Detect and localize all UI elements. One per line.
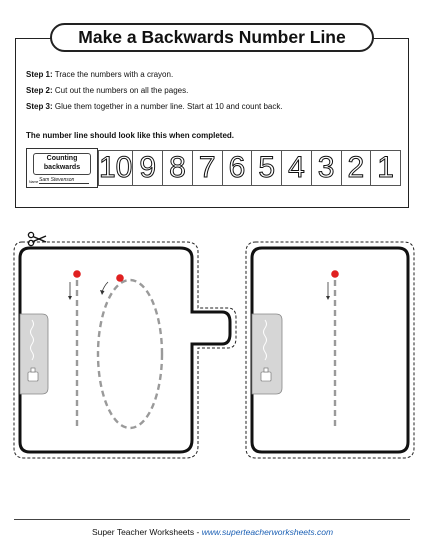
number-card: 9 (133, 150, 163, 186)
step-1: Step 1: Trace the numbers with a crayon. (26, 70, 174, 79)
number-card: 6 (223, 150, 253, 186)
number-card: 4 (282, 150, 312, 186)
glue-tab (252, 314, 282, 394)
cover-name: Sam Stevenson (39, 177, 89, 184)
preview-caption: The number line should look like this when completed. (26, 131, 235, 140)
step-3: Step 3: Glue them together in a number line. Start at 10 and count back. (26, 102, 283, 111)
footer-divider (14, 519, 410, 520)
step-2: Step 2: Cut out the numbers on all the pages. (26, 86, 189, 95)
number-card: 5 (252, 150, 282, 186)
number-card: 1 (371, 150, 401, 186)
number-card: 8 (163, 150, 193, 186)
number-card: 2 (342, 150, 372, 186)
footer: Super Teacher Worksheets - www.superteacherworksheets.com (91, 527, 334, 537)
number-card: 3 (312, 150, 342, 186)
cover-name-label: Name (29, 180, 39, 184)
glue-tab (20, 314, 48, 394)
footer-link[interactable]: www.superteacherworksheets.com (201, 527, 334, 537)
cover-title: Counting backwards (33, 153, 91, 175)
trace-number-1 (326, 270, 339, 426)
scissors-icon (28, 232, 46, 245)
trace-number-10 (68, 270, 162, 428)
number-card: 10 (99, 151, 133, 184)
page-title: Make a Backwards Number Line (50, 23, 374, 52)
number-card: 7 (193, 150, 223, 186)
number-line-preview (26, 148, 401, 188)
cutout-cards (0, 220, 425, 520)
number-cards (98, 150, 401, 186)
cover-card (26, 148, 98, 188)
